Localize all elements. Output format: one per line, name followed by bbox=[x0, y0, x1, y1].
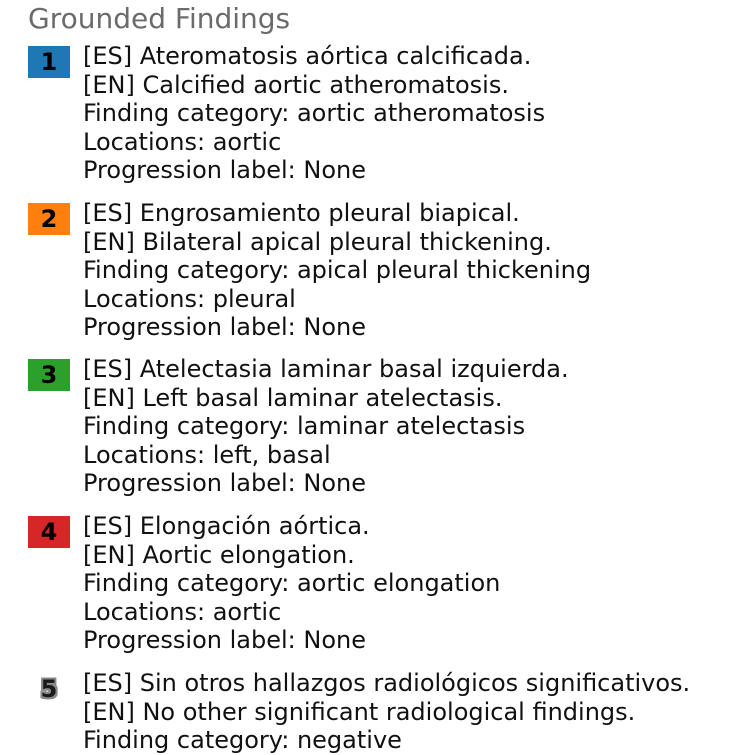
finding-line-en: [EN] No other significant radiological findings. bbox=[83, 697, 636, 726]
finding-text bbox=[83, 512, 500, 655]
finding-number: 1 bbox=[40, 48, 58, 76]
finding-progression: Progression label: None bbox=[83, 626, 366, 654]
finding-locations: Locations: aortic bbox=[83, 597, 282, 626]
finding-text bbox=[83, 355, 569, 498]
finding-locations: Locations: pleural bbox=[83, 284, 296, 313]
finding-progression: Progression label: None bbox=[83, 469, 366, 497]
finding-text bbox=[83, 199, 591, 342]
finding-number-badge bbox=[28, 46, 70, 78]
finding-category: Finding category: negative bbox=[83, 726, 402, 754]
finding-category: Finding category: laminar atelectasis bbox=[83, 412, 526, 440]
finding-line-es: [ES] Sin otros hallazgos radiológicos significativos. bbox=[83, 669, 691, 697]
finding-locations: Locations: left, basal bbox=[83, 440, 331, 469]
finding-number: 3 bbox=[40, 361, 58, 389]
finding-line-es: [ES] Elongación aórtica. bbox=[83, 512, 370, 540]
finding-number-badge bbox=[28, 516, 70, 548]
finding-progression: Progression label: None bbox=[83, 313, 366, 341]
finding-category: Finding category: apical pleural thickening bbox=[83, 256, 592, 284]
finding-number: 4 bbox=[40, 518, 58, 546]
finding-locations: Locations: aortic bbox=[83, 127, 282, 156]
page-title: Grounded Findings bbox=[28, 2, 291, 35]
finding-text bbox=[83, 42, 545, 185]
finding-line-en: [EN] Aortic elongation. bbox=[83, 540, 355, 569]
finding-line-es: [ES] Atelectasia laminar basal izquierda. bbox=[83, 355, 569, 383]
finding-line-es: [ES] Engrosamiento pleural biapical. bbox=[83, 199, 520, 227]
finding-text bbox=[83, 669, 690, 755]
finding-number: 5 bbox=[40, 675, 58, 703]
finding-progression: Progression label: None bbox=[83, 156, 366, 184]
finding-line-en: [EN] Left basal laminar atelectasis. bbox=[83, 383, 503, 412]
finding-number: 2 bbox=[40, 205, 58, 233]
finding-line-en: [EN] Bilateral apical pleural thickening. bbox=[83, 227, 552, 256]
finding-category: Finding category: aortic atheromatosis bbox=[83, 99, 546, 127]
finding-number-badge bbox=[28, 203, 70, 235]
finding-category: Finding category: aortic elongation bbox=[83, 569, 501, 597]
finding-number-badge bbox=[28, 673, 70, 705]
finding-number-badge bbox=[28, 359, 70, 391]
finding-line-en: [EN] Calcified aortic atheromatosis. bbox=[83, 70, 509, 99]
finding-line-es: [ES] Ateromatosis aórtica calcificada. bbox=[83, 42, 532, 70]
